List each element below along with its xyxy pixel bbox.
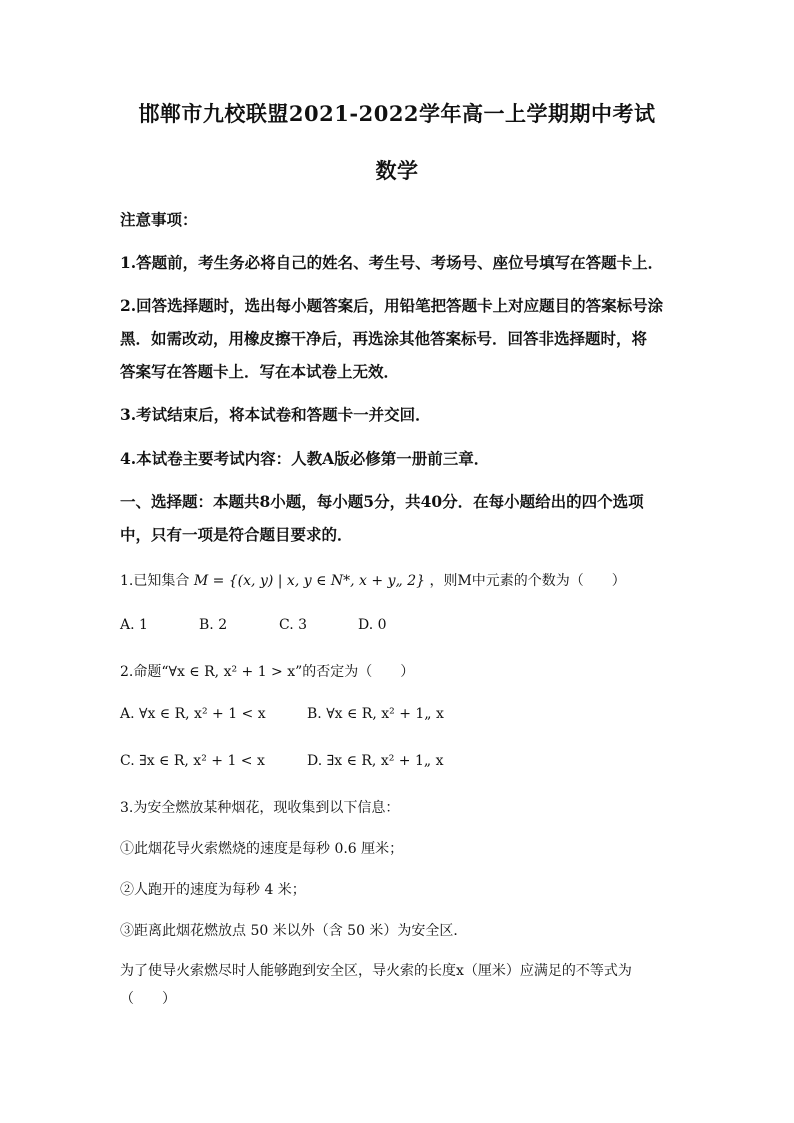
subject-title: 数学 [375,158,419,183]
exam-title: 邯郸市九校联盟2021-2022学年高一上学期期中考试 [138,101,656,126]
question-1-set-expression: M = {(x, y) | x, y ∈ N*, x + y„ 2} [193,573,426,589]
notice-heading: 注意事项： [120,210,198,229]
question-2-option-b: B. ∀x ∈ R, x² + 1„ x [307,706,444,722]
question-1-stem-suffix: ，则M中元素的个数为（ ） [429,573,626,589]
question-2-option-d: D. ∃x ∈ R, x² + 1„ x [307,753,444,769]
notice-item-1: 1.答题前，考生务必将自己的姓名、考生号、考场号、座位号填写在答题卡上． [120,253,664,272]
question-3-info-1: ①此烟花导火索燃烧的速度是每秒 0.6 厘米； [120,841,404,857]
notice-item-2-line-2: 黑．如需改动，用橡皮擦干净后，再选涂其他答案标号．回答非选择题时，将 [120,329,648,348]
notice-item-2-line-3: 答案写在答题卡上．写在本试卷上无效． [120,362,400,381]
notice-item-2-line-1: 2.回答选择题时，选出每小题答案后，用铅笔把答题卡上对应题目的答案标号涂 [120,296,664,315]
question-3-stem: 3.为安全燃放某种烟花，现收集到以下信息： [120,800,400,816]
question-1-option-a: A. 1 [120,617,148,633]
section-1-heading-line-1: 一、选择题：本题共8小题，每小题5分，共40分．在每小题给出的四个选项 [120,492,644,511]
question-3-info-2: ②人跑开的速度为每秒 4 米； [120,882,306,898]
question-1-option-c: C. 3 [279,617,308,633]
question-1-stem-prefix: 1.已知集合 [120,573,190,589]
notice-item-4: 4.本试卷主要考试内容：人教A版必修第一册前三章． [120,449,490,468]
notice-item-3: 3.考试结束后，将本试卷和答题卡一并交回． [120,405,431,424]
question-2-option-a: A. ∀x ∈ R, x² + 1 < x [120,706,266,722]
question-2-stem: 2.命题“∀x ∈ R, x² + 1 > x”的否定为（ ） [120,664,415,680]
question-1-option-b: B. 2 [199,617,228,633]
question-1-stem [120,570,626,590]
question-1-option-d: D. 0 [358,617,387,633]
question-3-question-line-2: （ ） [120,991,176,1007]
question-3-question-line-1: 为了使导火索燃尽时人能够跑到安全区，导火索的长度x（厘米）应满足的不等式为 [120,963,632,979]
question-2-option-c: C. ∃x ∈ R, x² + 1 < x [120,753,265,769]
section-1-heading-line-2: 中，只有一项是符合题目要求的． [120,525,353,544]
question-3-info-3: ③距离此烟花燃放点 50 米以外（含 50 米）为安全区． [120,923,468,939]
